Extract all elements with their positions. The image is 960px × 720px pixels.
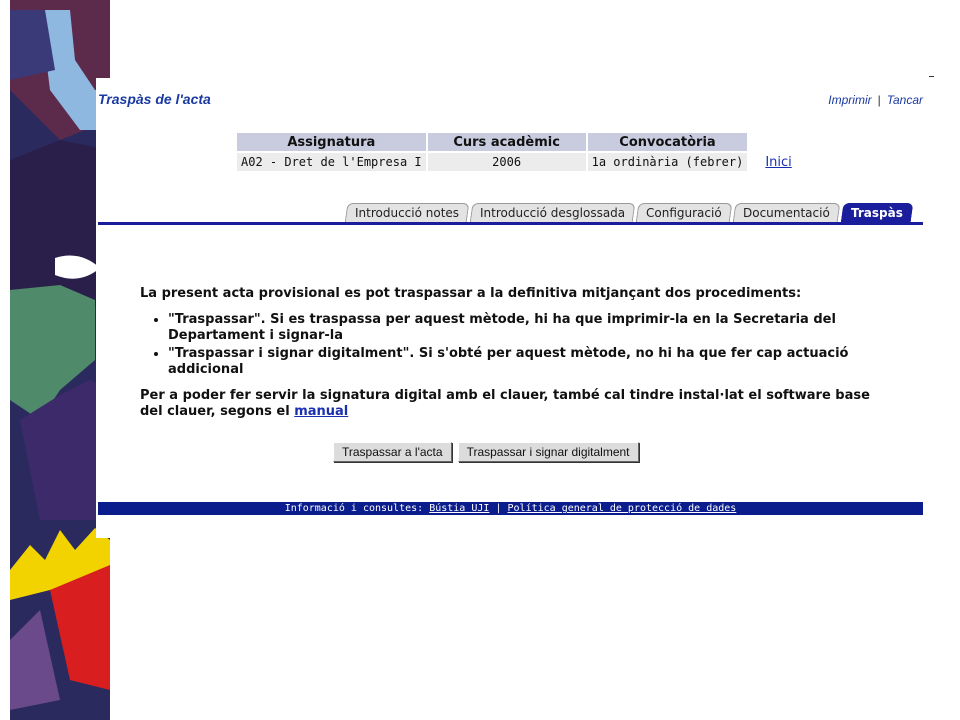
content-area [140,286,880,420]
top-links [828,93,923,107]
cell-curs-academic: 2006 [428,153,586,171]
tab-underline [98,222,923,225]
tab-documentacio[interactable] [732,203,840,223]
privacy-link[interactable]: Política general de protecció de dades [507,503,737,514]
footer-prefix: Informació i consultes: [284,503,424,514]
footer-bar [98,502,923,515]
clauer-note [140,388,880,420]
traspassar-button[interactable]: Traspassar a l'acta [333,442,452,462]
procedure-list [140,312,880,378]
clauer-note-text: Per a poder fer servir la signatura digital amb el clauer, també cal tindre instal·lat el software base del clauer, segons el [140,388,870,419]
tab-configuracio[interactable] [636,203,732,223]
tab-introduccio-desglossada[interactable] [470,203,636,223]
header-assignatura: Assignatura [237,133,426,151]
decorative-art-band [0,0,110,720]
cell-convocatoria: 1a ordinària (febrer) [588,153,748,171]
tab-label: Documentació [742,206,830,220]
tab-label: Introducció notes [355,206,460,220]
main-panel [96,78,934,538]
manual-link[interactable]: manual [294,404,349,419]
footer-separator: | [495,503,502,514]
tab-traspas[interactable] [840,203,913,223]
tab-label: Introducció desglossada [480,206,626,220]
list-item: • "Traspassar". Si es traspassa per aquest mètode, hi ha que imprimir-la en la Secretaria del Departament i signar-la [168,312,880,344]
table-header-row [237,133,796,151]
bustia-link[interactable]: Bústia UJI [429,503,490,514]
tab-introduccio-notes[interactable] [345,203,470,223]
header-curs-academic: Curs acadèmic [428,133,586,151]
traspassar-signar-button[interactable]: Traspassar i signar digitalment [458,442,639,462]
header-convocatoria: Convocatòria [588,133,748,151]
inici-link[interactable]: Inici [765,154,792,170]
table-row [237,153,796,171]
empty-header-cell [749,133,795,151]
top-links-separator: | [877,93,881,107]
tab-bar [346,203,915,223]
inici-cell [749,153,795,171]
list-item: • "Traspassar i signar digitalment". Si s'obté per aquest mètode, no hi ha que fer cap actuació addicional [168,346,880,378]
cell-assignatura: A02 - Dret de l'Empresa I [237,153,426,171]
close-link[interactable]: Tancar [886,93,923,107]
intro-text: La present acta provisional es pot traspassar a la definitiva mitjançant dos procediments: [140,286,802,301]
tab-label: Traspàs [850,206,903,220]
action-buttons [333,442,639,462]
page-title: Traspàs de l'acta [98,91,211,107]
course-info-table [235,131,798,173]
corner-mark [929,76,934,77]
tab-label: Configuració [646,206,722,220]
print-link[interactable]: Imprimir [828,93,872,107]
